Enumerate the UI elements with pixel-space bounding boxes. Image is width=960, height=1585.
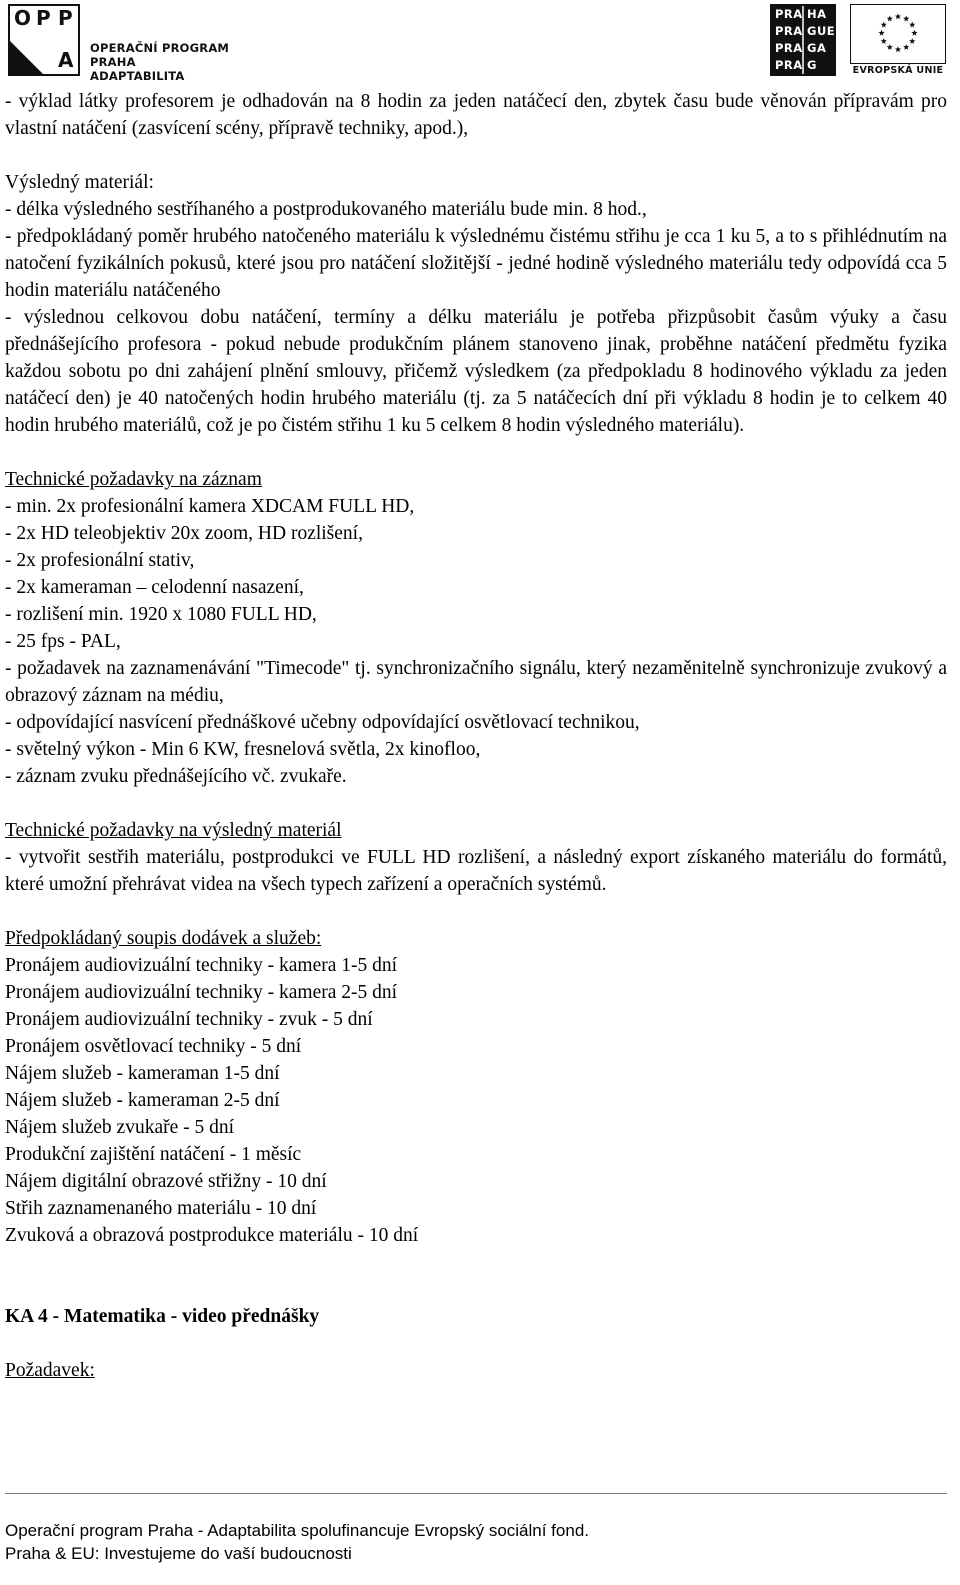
list-item: Zvuková a obrazová postprodukce materiálu - 10 dní	[5, 1225, 419, 1246]
section-heading-text: Technické požadavky na záznam	[5, 469, 262, 490]
document-body	[5, 88, 947, 1384]
list-item: - výslednou celkovou dobu natáčení, termíny a délku materiálu je potřeba přizpůsobit časům výuky a času přednášejícího profesora - pokud nebude produkčním plánem stanoveno jinak, proběhne natáčení předmětu fyzika každou sobotu po dni zahájení plnění smlouvy, přičemž výsledkem (za předpokladu 8 hodinového výkladu za jeden natáčecí den) je 40 natočených hodin hrubého materiálu (tj. za 5 natáčecích dní při výkladu 8 hodin je to celkem 40 hodin hrubého materiálů, což je po čistém střihu 1 ku 5 celkem 8 hodin výsledného materiálu).	[5, 307, 947, 436]
list-item: - požadavek na zaznamenávání "Timecode" tj. synchronizačního signálu, který nezaměnitelně synchronizuje zvukový a obrazový záznam na médiu,	[5, 658, 947, 706]
praha-logo-cell: GA	[807, 41, 827, 55]
section-heading	[5, 817, 947, 844]
opp-letter: A	[58, 48, 74, 72]
eu-star-icon	[909, 22, 915, 28]
footer-divider	[5, 1493, 947, 1494]
paragraph: - výklad látky profesorem je odhadován na 8 hodin za jeden natáčecí den, zbytek času bude věnován přípravám pro vlastní natáčení (zasvícení scény, přípravě techniky, apod.),	[5, 91, 947, 139]
praha-logo-cell: HA	[807, 7, 827, 21]
list-item: Produkční zajištění natáčení - 1 měsíc	[5, 1144, 302, 1165]
opp-logo-line1: OPERAČNÍ PROGRAM PRAHA	[90, 41, 230, 69]
list-item: - min. 2x profesionální kamera XDCAM FULL HD,	[5, 496, 415, 517]
footer-line: Praha & EU: Investujeme do vaší budoucnosti	[5, 1544, 352, 1563]
eu-star-icon	[878, 30, 884, 36]
section-heading-text: Požadavek:	[5, 1360, 95, 1381]
opp-logo-text	[90, 41, 268, 83]
section-heading-text: Předpokládaný soupis dodávek a služeb:	[5, 928, 322, 949]
praha-logo-cell: G	[807, 58, 817, 72]
list-item: - světelný výkon - Min 6 KW, fresnelová světla, 2x kinofloo,	[5, 739, 481, 760]
praha-logo-divider	[770, 4, 836, 76]
list-item: Pronájem audiovizuální techniky - kamera 1-5 dní	[5, 955, 398, 976]
opp-logo	[8, 4, 268, 83]
section-heading-text: Technické požadavky na výsledný materiál	[5, 820, 342, 841]
opp-letter: P	[36, 6, 51, 30]
list-item: - 2x kameraman – celodenní nasazení,	[5, 577, 304, 598]
eu-logo	[850, 4, 946, 76]
opp-logo-line2: ADAPTABILITA	[90, 69, 185, 83]
list-item: Nájem služeb zvukaře - 5 dní	[5, 1117, 235, 1138]
list-item: Nájem služeb - kameraman 1-5 dní	[5, 1063, 280, 1084]
praha-logo-cell: PRA	[775, 58, 803, 72]
eu-star-icon	[887, 44, 893, 50]
section-heading	[5, 169, 947, 196]
list-item: - 25 fps - PAL,	[5, 631, 121, 652]
eu-logo-label: EVROPSKÁ UNIE	[852, 65, 944, 76]
list-item: - délka výsledného sestříhaného a postprodukovaného materiálu bude min. 8 hod.,	[5, 199, 647, 220]
eu-star-icon	[881, 22, 887, 28]
list-item: - záznam zvuku přednášejícího vč. zvukaře.	[5, 766, 347, 787]
list-item: Nájem digitální obrazové střižny - 10 dní	[5, 1171, 327, 1192]
list-item: Nájem služeb - kameraman 2-5 dní	[5, 1090, 280, 1111]
list-item: - 2x HD teleobjektiv 20x zoom, HD rozlišení,	[5, 523, 363, 544]
footer-line: Operační program Praha - Adaptabilita spolufinancuje Evropský sociální fond.	[5, 1521, 589, 1540]
list-item: - rozlišení min. 1920 x 1080 FULL HD,	[5, 604, 317, 625]
section-heading	[5, 466, 947, 493]
eu-stars-icon	[850, 4, 946, 64]
praha-logo-cell: GUE	[807, 24, 836, 38]
list-item: Pronájem osvětlovací techniky - 5 dní	[5, 1036, 302, 1057]
praha-logo	[770, 4, 836, 76]
opp-letter: O	[14, 6, 32, 30]
praha-logo-cell: PRA	[775, 7, 803, 21]
eu-star-icon	[903, 44, 909, 50]
section-title: KA 4 - Matematika - video přednášky	[5, 1306, 320, 1327]
footer	[5, 1519, 589, 1565]
list-item: Střih zaznamenaného materiálu - 10 dní	[5, 1198, 317, 1219]
eu-star-icon	[911, 30, 917, 36]
praha-logo-cell: PRA	[775, 41, 803, 55]
eu-star-icon	[895, 46, 901, 52]
eu-star-icon	[881, 38, 887, 44]
eu-star-icon	[909, 38, 915, 44]
eu-star-icon	[895, 13, 901, 19]
eu-star-icon	[887, 16, 893, 22]
list-item: Pronájem audiovizuální techniky - kamera 2-5 dní	[5, 982, 398, 1003]
eu-star-icon	[903, 16, 909, 22]
list-item: - předpokládaný poměr hrubého natočeného materiálu k výslednému čistému střihu je cca 1 ku 5, a to s přihlédnutím na natočení fyzikálních pokusů, které jsou pro natáčení složitější - jedné hodině výsledného materiálu tedy odpovídá cca 5 hodin materiálu natáčeného	[5, 226, 947, 301]
praha-logo-cell: PRA	[775, 24, 803, 38]
section-heading	[5, 925, 947, 952]
section-heading-text: Výsledný materiál:	[5, 172, 154, 193]
list-item: - vytvořit sestřih materiálu, postprodukci ve FULL HD rozlišení, a následný export získaného materiálu do formátů, které umožní přehrávat videa na všech typech zařízení a operačních systémů.	[5, 847, 947, 895]
list-item: - odpovídající nasvícení přednáškové učebny odpovídající osvětlovací technikou,	[5, 712, 640, 733]
section-heading	[5, 1357, 947, 1384]
list-item: - 2x profesionální stativ,	[5, 550, 195, 571]
list-item: Pronájem audiovizuální techniky - zvuk - 5 dní	[5, 1009, 373, 1030]
opp-letter: P	[58, 6, 73, 30]
